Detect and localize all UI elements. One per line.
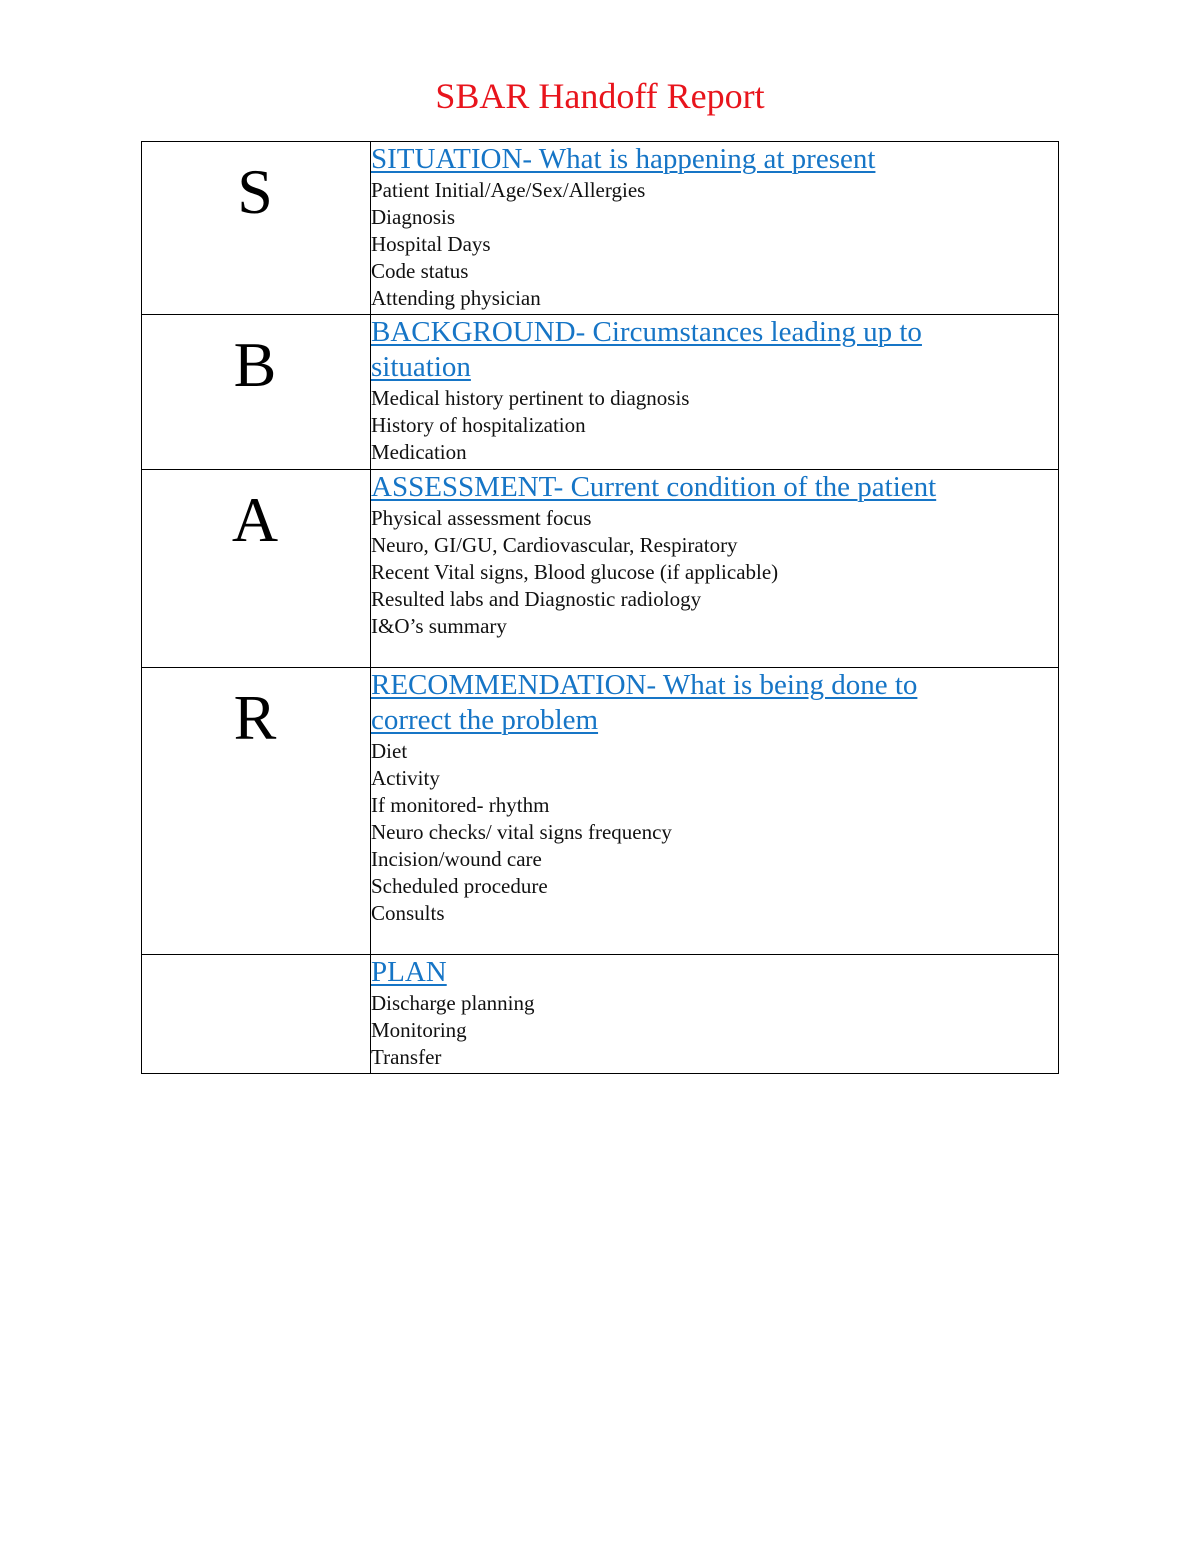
list-item: Patient Initial/Age/Sex/Allergies [371,178,646,202]
letter-cell [142,142,371,315]
letter-cell [142,668,371,955]
list-item: Resulted labs and Diagnostic radiology [371,587,702,611]
letter-cell [142,955,371,1074]
table-row [142,142,1059,315]
table-row [142,668,1059,955]
list-item: Hospital Days [371,232,491,256]
list-item: Medication [371,440,467,464]
section-letter: S [237,156,273,227]
list-item: Consults [371,901,445,925]
list-item: If monitored- rhythm [371,793,550,817]
list-item: Neuro checks/ vital signs frequency [371,820,672,844]
section-heading-link[interactable]: PLAN [371,956,447,988]
section-letter: B [233,329,277,400]
letter-cell [142,470,371,668]
list-item: Physical assessment focus [371,506,592,530]
content-cell [371,315,1059,470]
section-heading-link[interactable]: RECOMMENDATION- What is being done to correct the problem [371,669,918,736]
table-row [142,315,1059,470]
list-item: Monitoring [371,1018,467,1042]
document-title: SBAR Handoff Report [435,76,765,116]
section-letter: A [231,484,279,555]
table-row [142,470,1059,668]
content-cell [371,142,1059,315]
list-item: Recent Vital signs, Blood glucose (if applicable) [371,560,779,584]
section-letter: R [233,682,277,753]
list-item: Diet [371,739,408,763]
section-heading-link[interactable]: ASSESSMENT- Current condition of the patient [371,471,937,503]
section-heading-link[interactable]: BACKGROUND- Circumstances leading up to situation [371,316,922,383]
list-item: Scheduled procedure [371,874,548,898]
list-item: Activity [371,766,440,790]
list-item: Diagnosis [371,205,455,229]
list-item: Code status [371,259,469,283]
letter-cell [142,315,371,470]
list-item: Incision/wound care [371,847,542,871]
sbar-table [141,141,1059,1074]
list-item: Transfer [371,1045,442,1069]
content-cell [371,955,1059,1074]
section-letter [142,955,370,973]
table-row [142,955,1059,1074]
section-heading-link[interactable]: SITUATION- What is happening at present [371,143,876,175]
list-item: Discharge planning [371,991,535,1015]
list-item: Attending physician [371,286,541,310]
list-item: Medical history pertinent to diagnosis [371,386,690,410]
list-item: Neuro, GI/GU, Cardiovascular, Respiratory [371,533,738,557]
content-cell [371,668,1059,955]
content-cell [371,470,1059,668]
list-item: History of hospitalization [371,413,586,437]
list-item: I&O’s summary [371,614,507,638]
